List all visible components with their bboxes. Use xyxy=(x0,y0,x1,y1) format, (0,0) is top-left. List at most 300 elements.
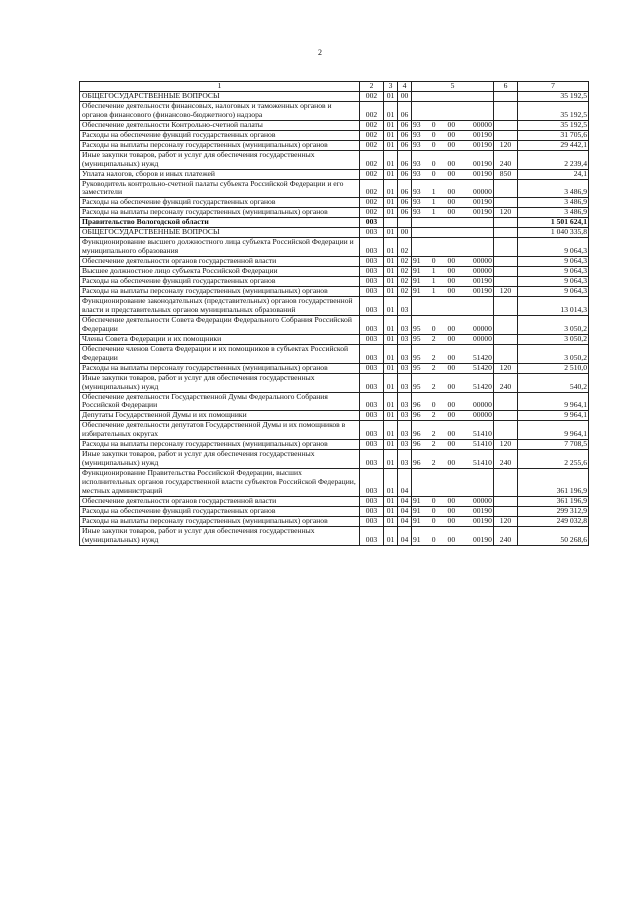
target-article-part: 00 xyxy=(447,506,456,515)
row-subsection: 03 xyxy=(398,363,412,373)
target-article-part: 2 xyxy=(431,429,436,439)
row-target-article xyxy=(412,506,494,516)
row-subsection: 03 xyxy=(398,392,412,411)
target-article-part: 2 xyxy=(431,363,436,372)
target-article-part: 00 xyxy=(447,400,456,410)
target-article-part: 91 xyxy=(413,516,421,525)
row-admin-code: 003 xyxy=(360,421,384,440)
target-article-part: 51410 xyxy=(472,458,492,468)
target-article-part: 0 xyxy=(431,169,436,178)
row-section: 01 xyxy=(384,150,398,169)
row-target-article xyxy=(412,392,494,411)
table-row xyxy=(80,450,589,469)
row-subsection: 03 xyxy=(398,450,412,469)
row-subsection: 02 xyxy=(398,257,412,267)
row-target-article xyxy=(412,150,494,169)
target-article-part: 00 xyxy=(447,169,456,178)
row-name: Обеспечение членов Совета Федерации и их помощников в субъектах Российской Федерации xyxy=(80,344,360,363)
row-section: 01 xyxy=(384,506,398,516)
row-subsection: 04 xyxy=(398,469,412,497)
table-row xyxy=(80,228,589,238)
row-target-article xyxy=(412,277,494,287)
row-admin-code: 003 xyxy=(360,257,384,267)
row-section: 01 xyxy=(384,296,398,315)
target-article-part: 00190 xyxy=(472,516,492,525)
target-article-part: 00190 xyxy=(472,140,492,149)
row-name: Иные закупки товаров, работ и услуг для обеспечения государственных (муниципальных) нужд xyxy=(80,450,360,469)
table-row xyxy=(80,91,589,101)
row-name: Расходы на обеспечение функций государственных органов xyxy=(80,130,360,140)
row-section: 01 xyxy=(384,120,398,130)
target-article-part: 00 xyxy=(447,323,456,333)
target-article-part: 00 xyxy=(447,256,456,266)
row-section: 01 xyxy=(384,334,398,344)
row-target-article xyxy=(412,179,494,198)
row-admin-code: 003 xyxy=(360,411,384,421)
row-subsection: 03 xyxy=(398,315,412,334)
target-article-part: 96 xyxy=(413,439,421,449)
row-section: 01 xyxy=(384,344,398,363)
table-row xyxy=(80,496,589,506)
table-row xyxy=(80,238,589,257)
row-target-article xyxy=(412,411,494,421)
row-name: Обеспечение деятельности Совета Федерации Федерального Собрания Российской Федерации xyxy=(80,315,360,334)
row-expense-type xyxy=(494,91,518,101)
row-name: ОБЩЕГОСУДАРСТВЕННЫЕ ВОПРОСЫ xyxy=(80,228,360,238)
table-row xyxy=(80,363,589,373)
target-article-part: 00190 xyxy=(472,197,492,207)
row-target-article xyxy=(412,130,494,140)
row-expense-type: 240 xyxy=(494,450,518,469)
target-article-part: 0 xyxy=(431,140,436,149)
row-section: 01 xyxy=(384,228,398,238)
target-article-part: 00 xyxy=(447,207,456,217)
header-cell: 6 xyxy=(494,82,518,92)
row-target-article xyxy=(412,198,494,208)
row-amount: 9 964,1 xyxy=(518,392,589,411)
row-amount: 9 064,3 xyxy=(518,277,589,287)
header-cell: 7 xyxy=(518,82,589,92)
target-article-part: 93 xyxy=(413,207,421,217)
target-article-part: 00 xyxy=(447,130,456,139)
row-expense-type: 120 xyxy=(494,440,518,450)
target-article-part: 00 xyxy=(447,381,456,391)
row-target-article xyxy=(412,421,494,440)
row-name: Обеспечение деятельности Государственной Думы Федерального Собрания Российской Федерации xyxy=(80,392,360,411)
target-article-part: 00 xyxy=(447,429,456,439)
row-section: 01 xyxy=(384,363,398,373)
table-row xyxy=(80,469,589,497)
row-expense-type xyxy=(494,296,518,315)
target-article-part: 91 xyxy=(413,496,421,505)
header-cell: 1 xyxy=(80,82,360,92)
row-section: 01 xyxy=(384,91,398,101)
row-admin-code: 002 xyxy=(360,91,384,101)
row-admin-code: 003 xyxy=(360,315,384,334)
target-article-part: 96 xyxy=(413,400,421,410)
target-article-part: 91 xyxy=(413,276,421,286)
row-subsection: 06 xyxy=(398,101,412,120)
target-article-part: 00190 xyxy=(472,286,492,296)
row-section: 01 xyxy=(384,496,398,506)
target-article-part: 00000 xyxy=(472,400,492,410)
header-cell: 3 xyxy=(384,82,398,92)
row-amount: 35 192,5 xyxy=(518,120,589,130)
row-amount: 50 268,6 xyxy=(518,526,589,545)
target-article-part: 00000 xyxy=(472,334,492,343)
row-expense-type: 120 xyxy=(494,287,518,297)
target-article-part: 00 xyxy=(447,496,456,505)
target-article-part: 91 xyxy=(413,534,421,544)
row-amount: 35 192,5 xyxy=(518,91,589,101)
target-article-part: 91 xyxy=(413,506,421,515)
target-article-part: 00 xyxy=(447,197,456,207)
row-admin-code: 003 xyxy=(360,277,384,287)
row-name: Расходы на выплаты персоналу государственных (муниципальных) органов xyxy=(80,363,360,373)
table-row xyxy=(80,140,589,150)
row-subsection: 03 xyxy=(398,421,412,440)
target-article-part: 00190 xyxy=(472,276,492,286)
row-admin-code: 002 xyxy=(360,179,384,198)
row-target-article xyxy=(412,450,494,469)
table-row xyxy=(80,150,589,169)
table-row xyxy=(80,516,589,526)
row-expense-type xyxy=(494,344,518,363)
table-row xyxy=(80,130,589,140)
row-section: 01 xyxy=(384,267,398,277)
row-amount: 9 064,3 xyxy=(518,287,589,297)
row-subsection: 06 xyxy=(398,179,412,198)
target-article-part: 93 xyxy=(413,130,421,139)
row-name: Функционирование Правительства Российской Федерации, высших исполнительных органов государственной власти субъектов Российской Федерации, местных администраций xyxy=(80,469,360,497)
row-admin-code: 002 xyxy=(360,208,384,218)
row-amount: 24,1 xyxy=(518,169,589,179)
row-target-article xyxy=(412,469,494,497)
row-subsection: 03 xyxy=(398,440,412,450)
target-article-part: 0 xyxy=(431,534,436,544)
row-admin-code: 003 xyxy=(360,334,384,344)
row-amount: 2 239,4 xyxy=(518,150,589,169)
row-admin-code: 003 xyxy=(360,469,384,497)
row-section: 01 xyxy=(384,198,398,208)
row-target-article xyxy=(412,267,494,277)
target-article-part: 00190 xyxy=(472,534,492,544)
table-row xyxy=(80,198,589,208)
table-row xyxy=(80,179,589,198)
row-expense-type: 240 xyxy=(494,373,518,392)
target-article-part: 00190 xyxy=(472,169,492,178)
row-target-article xyxy=(412,496,494,506)
row-target-article xyxy=(412,238,494,257)
row-name: Обеспечение деятельности органов государственной власти xyxy=(80,496,360,506)
page-number: 2 xyxy=(318,48,322,57)
target-article-part: 00190 xyxy=(472,158,492,168)
row-section: 01 xyxy=(384,421,398,440)
row-expense-type xyxy=(494,179,518,198)
row-amount: 3 050,2 xyxy=(518,315,589,334)
row-amount: 3 050,2 xyxy=(518,334,589,344)
target-article-part: 00 xyxy=(447,534,456,544)
row-name: Обеспечение деятельности органов государственной власти xyxy=(80,257,360,267)
target-article-part: 00 xyxy=(447,276,456,286)
row-section: 01 xyxy=(384,440,398,450)
row-name: Высшее должностное лицо субъекта Российской Федерации xyxy=(80,267,360,277)
row-section: 01 xyxy=(384,257,398,267)
row-target-article xyxy=(412,101,494,120)
row-amount: 3 486,9 xyxy=(518,208,589,218)
table-row xyxy=(80,421,589,440)
table-row xyxy=(80,344,589,363)
row-subsection: 06 xyxy=(398,208,412,218)
row-name: Руководитель контрольно-счетной палаты субъекта Российской Федерации и его заместители xyxy=(80,179,360,198)
target-article-part: 00 xyxy=(447,140,456,149)
table-row xyxy=(80,411,589,421)
row-target-article xyxy=(412,287,494,297)
target-article-part: 96 xyxy=(413,410,421,420)
row-target-article xyxy=(412,257,494,267)
target-article-part: 1 xyxy=(431,207,436,217)
target-article-part: 00 xyxy=(447,516,456,525)
target-article-part: 00 xyxy=(447,334,456,343)
target-article-part: 00000 xyxy=(472,323,492,333)
row-expense-type xyxy=(494,334,518,344)
row-amount: 9 064,3 xyxy=(518,238,589,257)
row-subsection: 02 xyxy=(398,267,412,277)
row-subsection xyxy=(398,218,412,228)
table-row xyxy=(80,334,589,344)
row-subsection: 06 xyxy=(398,169,412,179)
row-section: 01 xyxy=(384,179,398,198)
row-expense-type xyxy=(494,411,518,421)
target-article-part: 95 xyxy=(413,363,421,372)
row-expense-type xyxy=(494,421,518,440)
target-article-part: 96 xyxy=(413,458,421,468)
target-article-part: 0 xyxy=(431,516,436,525)
row-name: Расходы на обеспечение функций государственных органов xyxy=(80,506,360,516)
budget-table xyxy=(79,81,589,546)
row-target-article xyxy=(412,344,494,363)
header-cell: 2 xyxy=(360,82,384,92)
row-target-article xyxy=(412,516,494,526)
target-article-part: 00000 xyxy=(472,256,492,266)
target-article-part: 51420 xyxy=(472,363,492,372)
target-article-part: 00 xyxy=(447,410,456,420)
row-target-article xyxy=(412,218,494,228)
row-name: Иные закупки товаров, работ и услуг для обеспечения государственных (муниципальных) нужд xyxy=(80,526,360,545)
target-article-part: 1 xyxy=(431,266,436,276)
row-amount: 9 064,3 xyxy=(518,267,589,277)
row-subsection: 06 xyxy=(398,198,412,208)
row-name: Расходы на выплаты персоналу государственных (муниципальных) органов xyxy=(80,516,360,526)
row-section xyxy=(384,218,398,228)
table-row xyxy=(80,101,589,120)
row-admin-code: 003 xyxy=(360,516,384,526)
target-article-part: 00190 xyxy=(472,130,492,139)
row-target-article xyxy=(412,120,494,130)
target-article-part: 93 xyxy=(413,158,421,168)
target-article-part: 00 xyxy=(447,120,456,129)
row-admin-code: 002 xyxy=(360,130,384,140)
header-cell: 4 xyxy=(398,82,412,92)
table-row xyxy=(80,267,589,277)
row-expense-type xyxy=(494,257,518,267)
target-article-part: 51410 xyxy=(472,429,492,439)
target-article-part: 51420 xyxy=(472,352,492,362)
row-subsection: 04 xyxy=(398,506,412,516)
row-amount: 9 064,3 xyxy=(518,257,589,267)
row-target-article xyxy=(412,373,494,392)
row-amount: 2 510,0 xyxy=(518,363,589,373)
target-article-part: 2 xyxy=(431,458,436,468)
row-admin-code: 002 xyxy=(360,150,384,169)
row-admin-code: 003 xyxy=(360,526,384,545)
row-admin-code: 003 xyxy=(360,506,384,516)
row-amount: 13 014,3 xyxy=(518,296,589,315)
header-cell: 5 xyxy=(412,82,494,92)
row-admin-code: 003 xyxy=(360,238,384,257)
table-row xyxy=(80,169,589,179)
row-expense-type: 120 xyxy=(494,363,518,373)
row-expense-type: 120 xyxy=(494,140,518,150)
row-section: 01 xyxy=(384,526,398,545)
target-article-part: 00000 xyxy=(472,120,492,129)
row-admin-code: 002 xyxy=(360,140,384,150)
row-section: 01 xyxy=(384,516,398,526)
target-article-part: 00000 xyxy=(472,187,492,197)
target-article-part: 00 xyxy=(447,352,456,362)
table-row xyxy=(80,208,589,218)
row-amount: 249 032,8 xyxy=(518,516,589,526)
row-amount: 9 964,1 xyxy=(518,421,589,440)
target-article-part: 0 xyxy=(431,400,436,410)
row-subsection: 02 xyxy=(398,277,412,287)
target-article-part: 95 xyxy=(413,352,421,362)
row-admin-code: 002 xyxy=(360,169,384,179)
target-article-part: 00 xyxy=(447,363,456,372)
table-row xyxy=(80,440,589,450)
row-section: 01 xyxy=(384,101,398,120)
row-admin-code: 003 xyxy=(360,218,384,228)
target-article-part: 95 xyxy=(413,323,421,333)
row-amount: 3 486,9 xyxy=(518,179,589,198)
row-amount: 3 486,9 xyxy=(518,198,589,208)
row-section: 01 xyxy=(384,315,398,334)
row-name: Функционирование законодательных (представительных) органов государственной власти и представительных органов муниципальных образований xyxy=(80,296,360,315)
row-expense-type xyxy=(494,198,518,208)
row-expense-type: 120 xyxy=(494,208,518,218)
row-expense-type xyxy=(494,277,518,287)
row-admin-code: 003 xyxy=(360,287,384,297)
row-amount: 540,2 xyxy=(518,373,589,392)
row-name: Расходы на выплаты персоналу государственных (муниципальных) органов xyxy=(80,440,360,450)
row-expense-type xyxy=(494,218,518,228)
row-subsection: 03 xyxy=(398,411,412,421)
row-amount: 299 312,9 xyxy=(518,506,589,516)
target-article-part: 00190 xyxy=(472,506,492,515)
row-subsection: 00 xyxy=(398,91,412,101)
row-name: Депутаты Государственной Думы и их помощники xyxy=(80,411,360,421)
row-name: Обеспечение деятельности Контрольно-счетной палаты xyxy=(80,120,360,130)
target-article-part: 00000 xyxy=(472,496,492,505)
row-amount: 1 501 624,1 xyxy=(518,218,589,228)
target-article-part: 91 xyxy=(413,286,421,296)
target-article-part: 2 xyxy=(431,352,436,362)
row-amount: 29 442,1 xyxy=(518,140,589,150)
row-target-article xyxy=(412,334,494,344)
table-row xyxy=(80,296,589,315)
row-name: Расходы на обеспечение функций государственных органов xyxy=(80,277,360,287)
target-article-part: 91 xyxy=(413,266,421,276)
row-name: Иные закупки товаров, работ и услуг для обеспечения государственных (муниципальных) нужд xyxy=(80,150,360,169)
target-article-part: 1 xyxy=(431,276,436,286)
row-expense-type: 850 xyxy=(494,169,518,179)
row-expense-type xyxy=(494,469,518,497)
row-subsection: 06 xyxy=(398,140,412,150)
row-amount: 35 192,5 xyxy=(518,101,589,120)
target-article-part: 0 xyxy=(431,496,436,505)
target-article-part: 2 xyxy=(431,381,436,391)
target-article-part: 93 xyxy=(413,187,421,197)
table-row xyxy=(80,287,589,297)
row-name: Расходы на выплаты персоналу государственных (муниципальных) органов xyxy=(80,140,360,150)
row-name: Расходы на выплаты персоналу государственных (муниципальных) органов xyxy=(80,287,360,297)
row-subsection: 04 xyxy=(398,516,412,526)
row-expense-type xyxy=(494,496,518,506)
target-article-part: 1 xyxy=(431,286,436,296)
row-subsection: 00 xyxy=(398,228,412,238)
row-name: Обеспечение деятельности депутатов Государственной Думы и их помощников в избирательных округах xyxy=(80,421,360,440)
target-article-part: 1 xyxy=(431,197,436,207)
row-section: 01 xyxy=(384,392,398,411)
row-section: 01 xyxy=(384,238,398,257)
target-article-part: 00 xyxy=(447,158,456,168)
row-section: 01 xyxy=(384,277,398,287)
row-section: 01 xyxy=(384,169,398,179)
target-article-part: 00190 xyxy=(472,207,492,217)
row-subsection: 03 xyxy=(398,296,412,315)
row-expense-type xyxy=(494,120,518,130)
target-article-part: 00 xyxy=(447,458,456,468)
row-section: 01 xyxy=(384,411,398,421)
row-subsection: 04 xyxy=(398,496,412,506)
row-admin-code: 003 xyxy=(360,440,384,450)
row-target-article xyxy=(412,296,494,315)
table-row xyxy=(80,506,589,516)
row-target-article xyxy=(412,526,494,545)
target-article-part: 0 xyxy=(431,120,436,129)
row-target-article xyxy=(412,208,494,218)
target-article-part: 95 xyxy=(413,381,421,391)
row-amount: 7 708,5 xyxy=(518,440,589,450)
row-admin-code: 003 xyxy=(360,373,384,392)
row-amount: 9 964,1 xyxy=(518,411,589,421)
row-name: ОБЩЕГОСУДАРСТВЕННЫЕ ВОПРОСЫ xyxy=(80,91,360,101)
header-row xyxy=(80,82,589,92)
target-article-part: 00 xyxy=(447,286,456,296)
target-article-part: 00 xyxy=(447,187,456,197)
target-article-part: 1 xyxy=(431,187,436,197)
row-subsection: 02 xyxy=(398,287,412,297)
row-admin-code: 002 xyxy=(360,120,384,130)
row-target-article xyxy=(412,91,494,101)
row-expense-type: 240 xyxy=(494,150,518,169)
row-name: Функционирование высшего должностного лица субъекта Российской Федерации и муниципального образования xyxy=(80,238,360,257)
row-section: 01 xyxy=(384,130,398,140)
row-expense-type xyxy=(494,267,518,277)
row-expense-type xyxy=(494,101,518,120)
target-article-part: 51410 xyxy=(472,439,492,449)
row-subsection: 04 xyxy=(398,526,412,545)
